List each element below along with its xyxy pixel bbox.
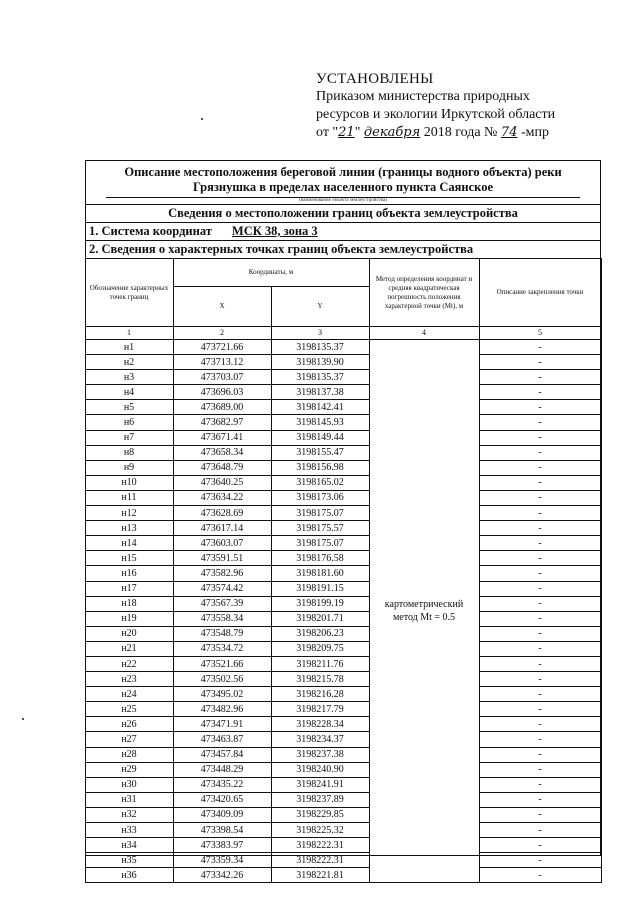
point-label: н10 [85, 475, 173, 490]
point-label: н8 [85, 445, 173, 460]
point-label: н19 [85, 611, 173, 626]
fixing-description: - [479, 370, 601, 385]
table-row [85, 596, 601, 611]
coord-y: 3198234.37 [271, 732, 369, 747]
fixing-description: - [479, 596, 601, 611]
coord-x: 473617.14 [173, 521, 271, 536]
fixing-description: - [479, 355, 601, 370]
fixing-description: - [479, 747, 601, 762]
table-row [85, 777, 601, 792]
header-point: Обозначение характерных точек границ [85, 259, 173, 327]
fixing-description: - [479, 385, 601, 400]
order-year: 2018 года № [423, 125, 498, 140]
coord-y: 3198215.78 [271, 672, 369, 687]
fixing-description: - [479, 868, 601, 883]
table-row [85, 475, 601, 490]
approved-heading: УСТАНОВЛЕНЫ [316, 71, 434, 87]
order-day: 21 [338, 125, 355, 140]
coord-x: 473689.00 [173, 400, 271, 415]
fixing-description: - [479, 823, 601, 838]
table-row [85, 747, 601, 762]
point-label: н32 [85, 807, 173, 822]
point-label: н4 [85, 385, 173, 400]
coord-y: 3198175.07 [271, 506, 369, 521]
header-method: Метод определения координат и средняя квадратическая погрешность положения характерной точки (Mt), м [369, 259, 479, 327]
coord-x: 473713.12 [173, 355, 271, 370]
table-row [85, 868, 601, 883]
scan-dot [201, 118, 203, 120]
table-row [85, 807, 601, 822]
coord-x: 473463.87 [173, 732, 271, 747]
coord-x: 473658.34 [173, 445, 271, 460]
fixing-description: - [479, 656, 601, 671]
table-row [85, 506, 601, 521]
coord-y: 3198176.58 [271, 551, 369, 566]
point-label: н20 [85, 626, 173, 641]
points-table-body [85, 340, 601, 883]
section1-value: МСК 38, зона 3 [231, 224, 318, 238]
coord-x: 473671.41 [173, 430, 271, 445]
coord-x: 473574.42 [173, 581, 271, 596]
table-row [85, 340, 601, 355]
table-row [85, 626, 601, 641]
table-row [85, 687, 601, 702]
coord-y: 3198241.91 [271, 777, 369, 792]
coord-y: 3198222.31 [271, 838, 369, 853]
fixing-description: - [479, 521, 601, 536]
table-row [85, 641, 601, 656]
table-row [85, 355, 601, 370]
boundary-description-form [85, 160, 601, 881]
fixing-description: - [479, 687, 601, 702]
section-points-heading: 2. Сведения о характерных точках границ объекта землеустройства [89, 242, 474, 256]
point-label: н27 [85, 732, 173, 747]
table-row [85, 536, 601, 551]
fixing-description: - [479, 838, 601, 853]
fixing-description: - [479, 340, 601, 355]
point-label: н2 [85, 355, 173, 370]
coord-y: 3198135.37 [271, 340, 369, 355]
fixing-description: - [479, 792, 601, 807]
fixing-description: - [479, 853, 601, 868]
coord-y: 3198156.98 [271, 460, 369, 475]
coord-y: 3198155.47 [271, 445, 369, 460]
coord-x: 473495.02 [173, 687, 271, 702]
point-label: н6 [85, 415, 173, 430]
header-y: Y [271, 287, 369, 327]
col-number: 2 [173, 327, 271, 340]
point-label: н31 [85, 792, 173, 807]
table-row [85, 460, 601, 475]
coord-x: 473603.07 [173, 536, 271, 551]
fixing-description: - [479, 551, 601, 566]
point-label: н14 [85, 536, 173, 551]
header-x: X [173, 287, 271, 327]
coord-y: 3198149.44 [271, 430, 369, 445]
table-row [85, 672, 601, 687]
date-quote: " [354, 125, 361, 140]
col-number: 3 [271, 327, 369, 340]
fixing-description: - [479, 460, 601, 475]
coord-x: 473502.56 [173, 672, 271, 687]
point-label: н22 [85, 656, 173, 671]
coord-y: 3198191.15 [271, 581, 369, 596]
point-label: н36 [85, 868, 173, 883]
point-label: н16 [85, 566, 173, 581]
coord-x: 473342.26 [173, 868, 271, 883]
fixing-description: - [479, 762, 601, 777]
coord-y: 3198206.23 [271, 626, 369, 641]
coord-x: 473409.09 [173, 807, 271, 822]
coord-y: 3198228.34 [271, 717, 369, 732]
coord-x: 473457.84 [173, 747, 271, 762]
scan-dot [22, 718, 24, 720]
table-row [85, 566, 601, 581]
coord-x: 473591.51 [173, 551, 271, 566]
table-row [85, 385, 601, 400]
title-caption: (наименование объекта землеустройства) [106, 197, 580, 204]
table-row [85, 853, 601, 868]
table-row [85, 490, 601, 505]
point-label: н18 [85, 596, 173, 611]
coord-x: 473634.22 [173, 490, 271, 505]
fixing-description: - [479, 430, 601, 445]
fixing-description: - [479, 475, 601, 490]
table-row [85, 430, 601, 445]
coord-y: 3198175.57 [271, 521, 369, 536]
title-line-2: Грязнушка в пределах населенного пункта Саянское [192, 180, 494, 194]
coord-x: 473383.97 [173, 838, 271, 853]
fixing-description: - [479, 536, 601, 551]
coord-y: 3198217.79 [271, 702, 369, 717]
coord-x: 473628.69 [173, 506, 271, 521]
coord-x: 473721.66 [173, 340, 271, 355]
date-prefix: от " [316, 125, 339, 140]
coord-x: 473582.96 [173, 566, 271, 581]
method-cell [369, 340, 479, 883]
coord-x: 473359.34 [173, 853, 271, 868]
coord-x: 473696.03 [173, 385, 271, 400]
col-number: 5 [479, 327, 601, 340]
table-row [85, 551, 601, 566]
coord-x: 473703.07 [173, 370, 271, 385]
coord-y: 3198142.41 [271, 400, 369, 415]
table-row [85, 581, 601, 596]
point-label: н29 [85, 762, 173, 777]
point-label: н5 [85, 400, 173, 415]
coord-y: 3198137.38 [271, 385, 369, 400]
order-line-1: Приказом министерства природных [316, 89, 530, 104]
point-label: н28 [85, 747, 173, 762]
coord-x: 473435.22 [173, 777, 271, 792]
table-row [85, 823, 601, 838]
coord-y: 3198199.19 [271, 596, 369, 611]
table-row [85, 762, 601, 777]
fixing-description: - [479, 807, 601, 822]
section-coordinate-system [86, 223, 600, 240]
coord-y: 3198201.71 [271, 611, 369, 626]
point-label: н30 [85, 777, 173, 792]
point-label: н33 [85, 823, 173, 838]
col-number: 4 [369, 327, 479, 340]
coord-x: 473420.65 [173, 792, 271, 807]
title-line-1: Описание местоположения береговой линии (границы водного объекта) реки [124, 165, 562, 179]
fixing-description: - [479, 566, 601, 581]
coord-x: 473534.72 [173, 641, 271, 656]
order-month: декабря [363, 125, 421, 140]
approval-stamp [316, 70, 606, 142]
coord-y: 3198216.28 [271, 687, 369, 702]
coord-x: 473548.79 [173, 626, 271, 641]
points-table [85, 258, 602, 883]
point-label: н15 [85, 551, 173, 566]
fixing-description: - [479, 490, 601, 505]
coord-y: 3198181.60 [271, 566, 369, 581]
fixing-description: - [479, 626, 601, 641]
coord-y: 3198173.06 [271, 490, 369, 505]
fixing-description: - [479, 717, 601, 732]
coord-x: 473567.39 [173, 596, 271, 611]
point-label: н9 [85, 460, 173, 475]
header-fixing: Описание закрепления точки [479, 259, 601, 327]
section-main-heading: Сведения о местоположении границ объекта землеустройства [168, 206, 518, 220]
point-label: н11 [85, 490, 173, 505]
fixing-description: - [479, 415, 601, 430]
coord-x: 473648.79 [173, 460, 271, 475]
point-label: н34 [85, 838, 173, 853]
fixing-description: - [479, 400, 601, 415]
point-label: н26 [85, 717, 173, 732]
section1-label: 1. Система координат [89, 224, 212, 238]
coord-y: 3198165.02 [271, 475, 369, 490]
table-row [85, 838, 601, 853]
point-label: н7 [85, 430, 173, 445]
table-row [85, 702, 601, 717]
fixing-description: - [479, 581, 601, 596]
order-line-2: ресурсов и экологии Иркутской области [316, 107, 556, 122]
coord-x: 473482.96 [173, 702, 271, 717]
point-label: н1 [85, 340, 173, 355]
method-line-2: метод Mt = 0.5 [392, 612, 456, 624]
table-row [85, 656, 601, 671]
fixing-description: - [479, 445, 601, 460]
point-label: н23 [85, 672, 173, 687]
table-row [85, 717, 601, 732]
col-number: 1 [85, 327, 173, 340]
fixing-description: - [479, 732, 601, 747]
table-row [85, 400, 601, 415]
coord-x: 473398.54 [173, 823, 271, 838]
point-label: н3 [85, 370, 173, 385]
coord-x: 473521.66 [173, 656, 271, 671]
coord-y: 3198211.76 [271, 656, 369, 671]
point-label: н13 [85, 521, 173, 536]
coord-y: 3198175.07 [271, 536, 369, 551]
table-row [85, 611, 601, 626]
coord-y: 3198135.37 [271, 370, 369, 385]
table-row [85, 792, 601, 807]
table-row [85, 445, 601, 460]
coord-y: 3198145.93 [271, 415, 369, 430]
coord-y: 3198139.90 [271, 355, 369, 370]
coord-x: 473558.34 [173, 611, 271, 626]
coord-x: 473471.91 [173, 717, 271, 732]
fixing-description: - [479, 702, 601, 717]
fixing-description: - [479, 777, 601, 792]
table-row [85, 415, 601, 430]
order-suffix: -мпр [520, 125, 549, 140]
order-number: 74 [500, 125, 518, 140]
table-row [85, 732, 601, 747]
method-line-1: картометрический [384, 599, 464, 611]
fixing-description: - [479, 641, 601, 656]
document-title [86, 161, 600, 195]
coord-y: 3198209.75 [271, 641, 369, 656]
table-row [85, 521, 601, 536]
coord-y: 3198221.81 [271, 868, 369, 883]
coord-y: 3198240.90 [271, 762, 369, 777]
coord-y: 3198229.85 [271, 807, 369, 822]
coord-y: 3198225.32 [271, 823, 369, 838]
order-date-line [316, 124, 606, 142]
coord-y: 3198222.31 [271, 853, 369, 868]
point-label: н35 [85, 853, 173, 868]
fixing-description: - [479, 506, 601, 521]
point-label: н24 [85, 687, 173, 702]
point-label: н12 [85, 506, 173, 521]
coord-y: 3198237.38 [271, 747, 369, 762]
coord-y: 3198237.89 [271, 792, 369, 807]
fixing-description: - [479, 611, 601, 626]
fixing-description: - [479, 672, 601, 687]
point-label: н25 [85, 702, 173, 717]
header-coords: Координаты, м [173, 259, 369, 287]
point-label: н21 [85, 641, 173, 656]
point-label: н17 [85, 581, 173, 596]
coord-x: 473448.29 [173, 762, 271, 777]
coord-x: 473682.97 [173, 415, 271, 430]
table-row [85, 370, 601, 385]
coord-x: 473640.25 [173, 475, 271, 490]
